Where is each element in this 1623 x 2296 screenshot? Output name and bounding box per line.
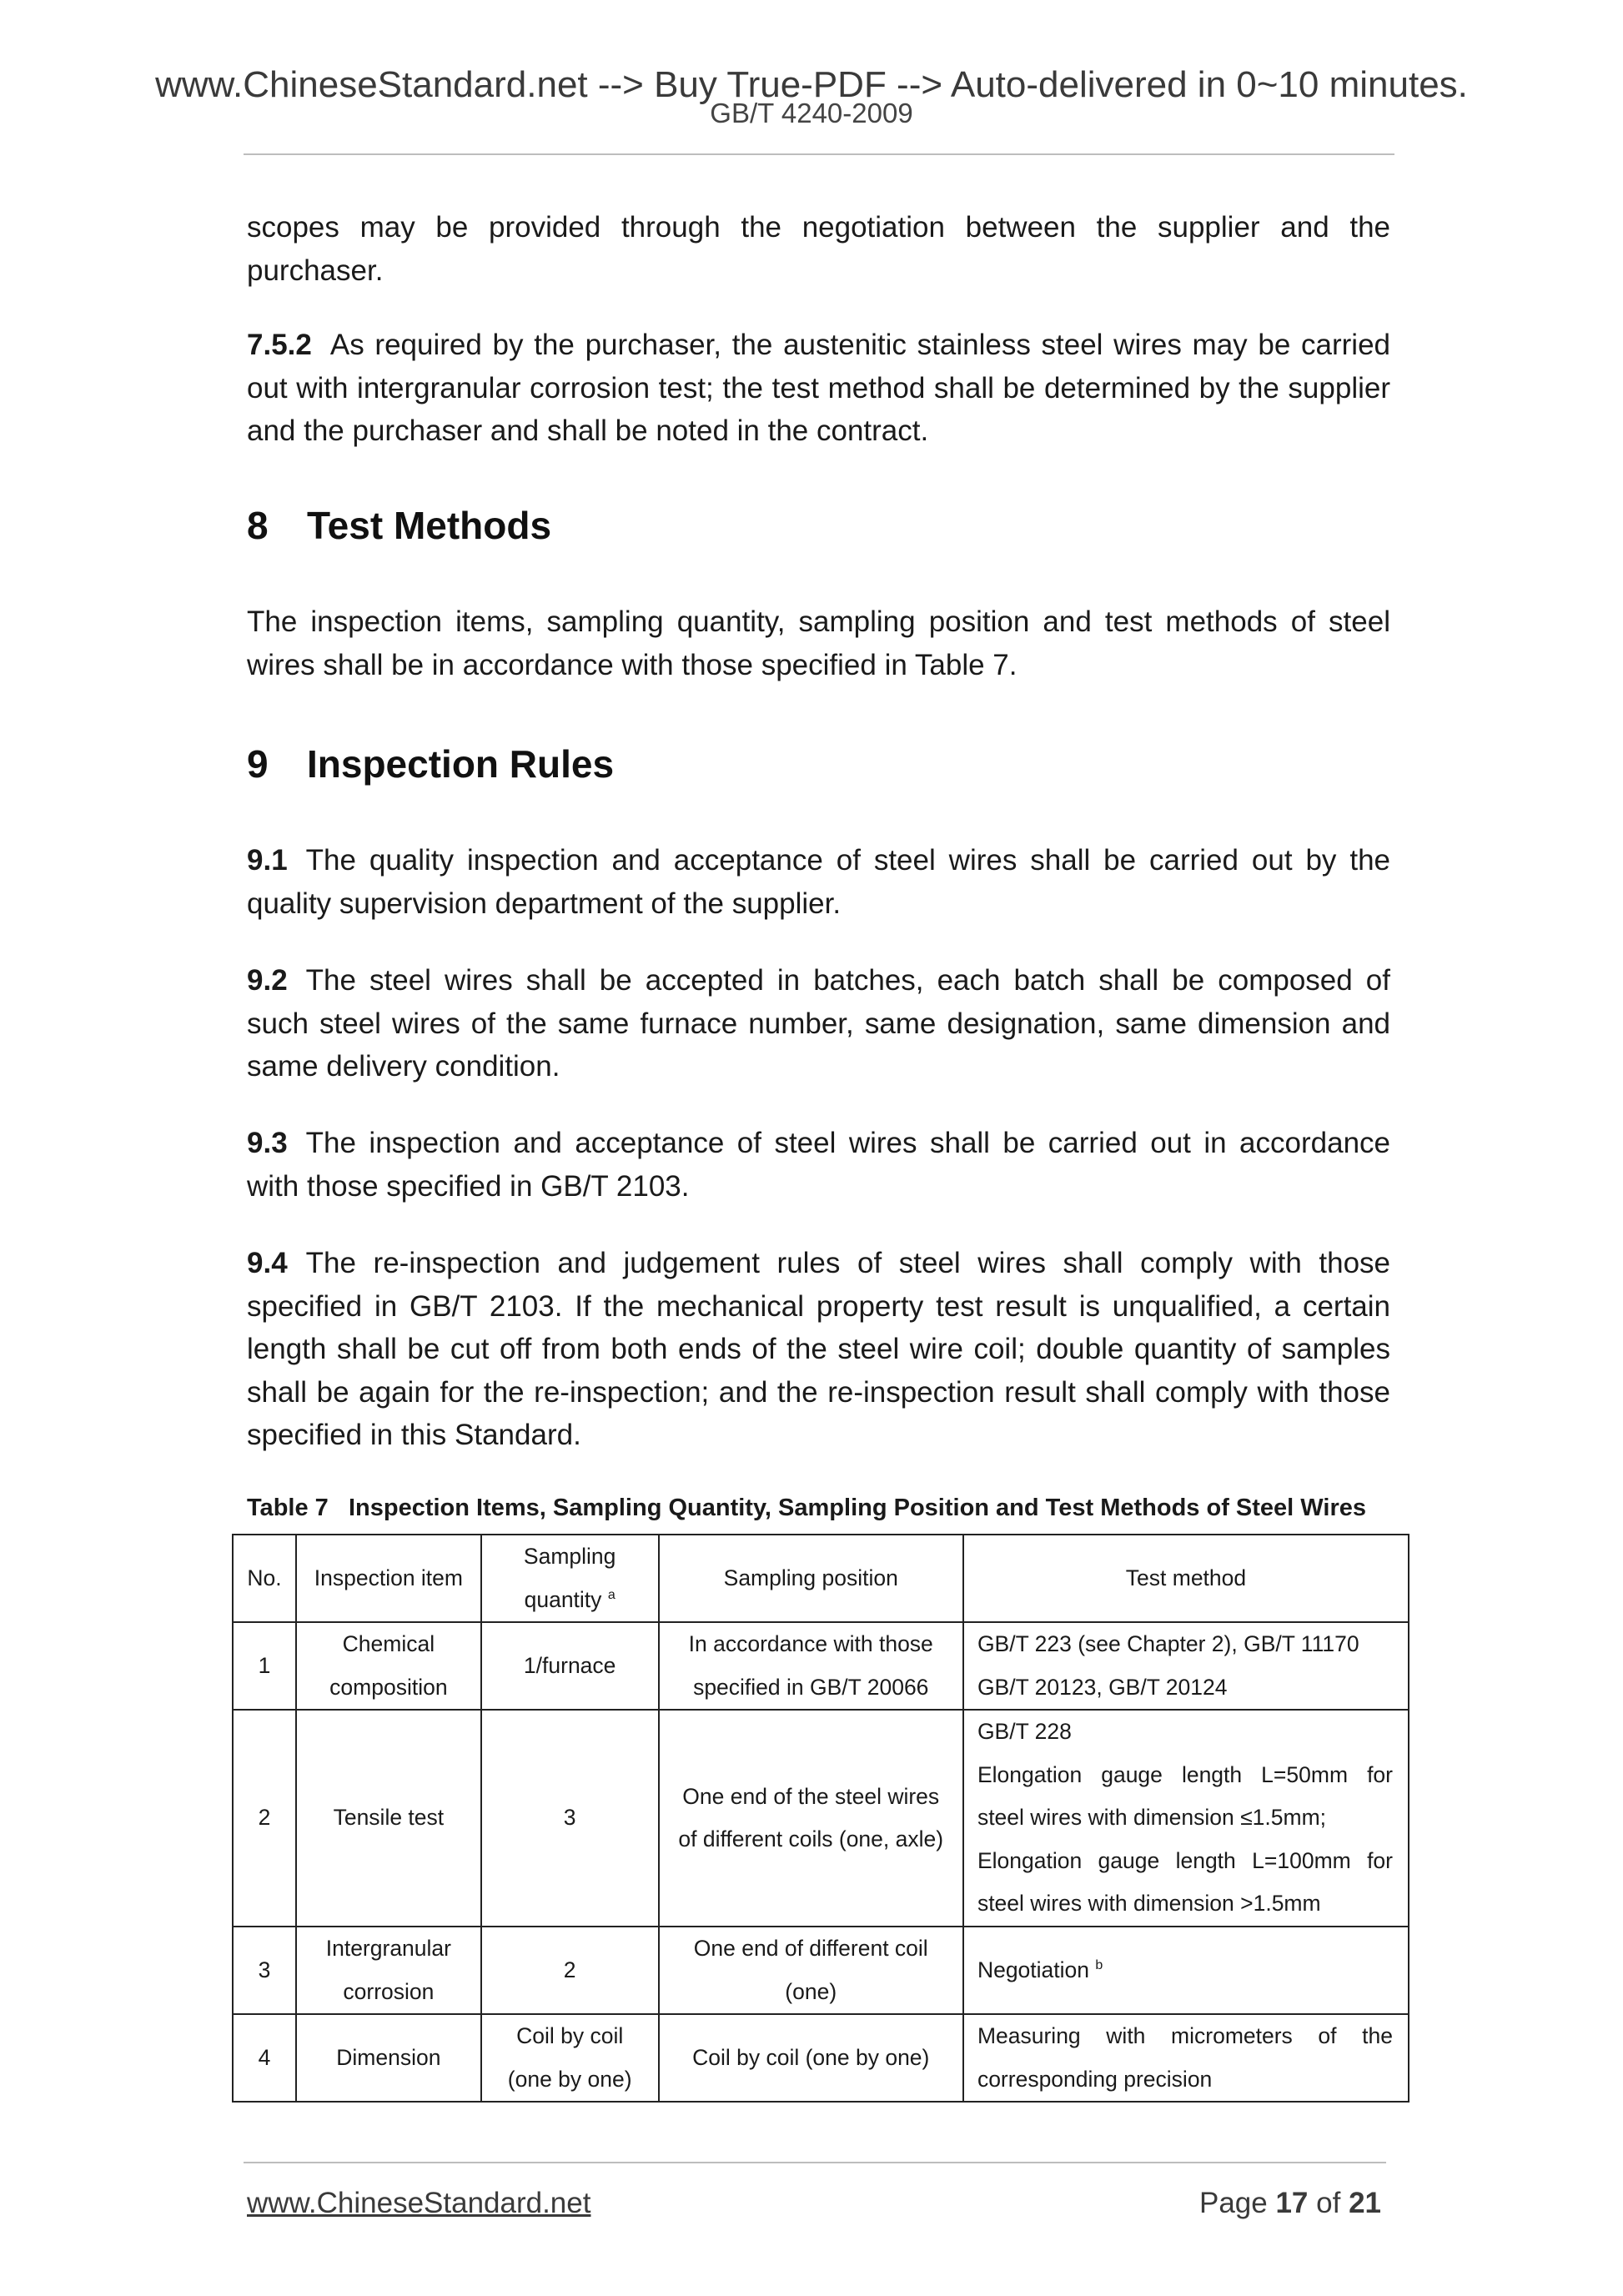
clause-text: The steel wires shall be accepted in batches, each batch shall be composed of such steel wires of the same furnace number, same designation, same dimension and same delivery condition. (247, 964, 1390, 1083)
footnote-marker-a: a (607, 1587, 616, 1602)
clause-9-1 (247, 839, 1390, 925)
table-caption-title: Inspection Items, Sampling Quantity, Sampling Position and Test Methods of Steel Wires (348, 1495, 1366, 1521)
cell-position (659, 1927, 963, 2014)
cell-method-line: Elongation gauge length L=50mm for (977, 1761, 1393, 1787)
cell-quantity (481, 2014, 659, 2102)
page-total: 21 (1349, 2187, 1381, 2219)
clause-number: 9.2 (247, 964, 288, 997)
page-label: Page (1198, 2187, 1268, 2219)
continuation-paragraph: scopes may be provided through the negotiation between the supplier and the purchaser. (247, 211, 1390, 287)
section-title: Inspection Rules (307, 742, 615, 786)
clause-text: As required by the purchaser, the austenitic stainless steel wires may be carried out with intergranular corrosion test; the test method shall be determined by the supplier and the purchaser and shall be noted in the contract. (247, 329, 1390, 447)
cell-no: 1 (233, 1622, 296, 1710)
cell-position-line: One end of the steel wires (682, 1783, 940, 1809)
clause-text: The re-inspection and judgement rules of steel wires shall comply with those specified in GB/T 2103. If the mechanical property test result is unqualified, a certain length shall be cut off from both ends of the steel wire coil; double quantity of samples shall be again for the re-inspection; and the re-inspection result shall comply with those specified in this Standard. (247, 1247, 1390, 1451)
cell-no: 3 (233, 1927, 296, 2014)
cell-position-line: of different coils (one, axle) (678, 1826, 944, 1851)
cell-no: 2 (233, 1710, 296, 1927)
footnote-marker-b: b (1095, 1957, 1103, 1972)
table-header-row (233, 1535, 1409, 1622)
cell-method-line: steel wires with dimension ≤1.5mm; (977, 1805, 1327, 1831)
header-quantity-line2 (490, 1579, 650, 1622)
footer-divider (244, 2162, 1386, 2163)
cell-position-line: (one) (785, 1978, 837, 2004)
cell-method (963, 1622, 1409, 1710)
cell-method-line: GB/T 223 (see Chapter 2), GB/T 11170 (977, 1631, 1359, 1656)
clause-7-5-2 (247, 324, 1390, 453)
clause-number: 9.1 (247, 844, 288, 877)
cell-method-line: GB/T 20123, GB/T 20124 (977, 1674, 1228, 1700)
clause-text: The inspection and acceptance of steel wires shall be carried out in accordance with those specified in GB/T 2103. (247, 1127, 1390, 1203)
cell-item: Dimension (296, 2014, 481, 2102)
site-banner[interactable]: www.ChineseStandard.net --> Buy True-PDF --> Auto-delivered in 0~10 minutes. (155, 64, 1468, 105)
cell-method-line: Measuring with micrometers of the (977, 2023, 1393, 2048)
inspection-table (232, 1534, 1409, 2103)
cell-quantity-line: Coil by coil (516, 2023, 624, 2048)
cell-quantity: 2 (481, 1927, 659, 2014)
cell-item-line: composition (329, 1674, 448, 1700)
header-sampling-position: Sampling position (659, 1535, 963, 1622)
footer-site-link[interactable]: www.ChineseStandard.net (247, 2187, 591, 2219)
cell-position (659, 1710, 963, 1927)
cell-item-line: corrosion (343, 1978, 435, 2004)
clause-number: 9.4 (247, 1247, 288, 1279)
cell-method-line: steel wires with dimension >1.5mm (977, 1891, 1321, 1917)
cell-quantity: 3 (481, 1710, 659, 1927)
table-row (233, 1927, 1409, 2014)
cell-method-line: GB/T 228 (977, 1719, 1072, 1745)
section-8-paragraph: The inspection items, sampling quantity, sampling position and test methods of steel wires shall be in accordance with those specified in Table 7. (247, 605, 1390, 681)
section-number: 8 (247, 504, 269, 547)
section-heading-9 (247, 741, 614, 787)
cell-item: Tensile test (296, 1710, 481, 1927)
cell-quantity-line: (one by one) (507, 2066, 632, 2092)
header-divider (244, 153, 1394, 155)
cell-position-line: specified in GB/T 20066 (693, 1674, 929, 1700)
page-current: 17 (1275, 2187, 1309, 2219)
clause-number: 9.3 (247, 1127, 288, 1159)
clause-9-3 (247, 1122, 1390, 1208)
cell-method-line: corresponding precision (977, 2066, 1213, 2092)
clause-number: 7.5.2 (247, 329, 312, 361)
cell-item-line: Intergranular (325, 1936, 451, 1961)
table-row (233, 1622, 1409, 1710)
standard-code: GB/T 4240-2009 (710, 98, 913, 128)
header-quantity-line1: Sampling (523, 1544, 616, 1569)
cell-quantity: 1/furnace (481, 1622, 659, 1710)
cell-position (659, 1622, 963, 1710)
header-test-method: Test method (963, 1535, 1409, 1622)
cell-item-line: Chemical (342, 1631, 435, 1656)
cell-position-line: One end of different coil (693, 1936, 928, 1961)
table-row (233, 1710, 1409, 1927)
table-caption (247, 1491, 1390, 1525)
table-row (233, 2014, 1409, 2102)
cell-position-line: In accordance with those (688, 1631, 933, 1656)
cell-item (296, 1622, 481, 1710)
section-title: Test Methods (307, 504, 552, 547)
cell-method-text: Negotiation (977, 1957, 1090, 1982)
header-no: No. (233, 1535, 296, 1622)
header-sampling-quantity (481, 1535, 659, 1622)
section-number: 9 (247, 742, 269, 786)
cell-method (963, 1927, 1409, 2014)
clause-9-2 (247, 959, 1390, 1088)
header-quantity-text: quantity (524, 1586, 602, 1612)
cell-method (963, 2014, 1409, 2102)
cell-method-line: Elongation gauge length L=100mm for (977, 1847, 1393, 1873)
cell-position: Coil by coil (one by one) (659, 2014, 963, 2102)
cell-method (963, 1710, 1409, 1927)
clause-text: The quality inspection and acceptance of steel wires shall be carried out by the quality supervision department of the supplier. (247, 844, 1390, 920)
clause-9-4 (247, 1242, 1390, 1457)
page-of: of (1316, 2187, 1341, 2219)
section-heading-8 (247, 502, 551, 549)
page-indicator (1199, 2185, 1381, 2222)
table-caption-number: Table 7 (247, 1495, 329, 1521)
cell-no: 4 (233, 2014, 296, 2102)
cell-item (296, 1927, 481, 2014)
header-inspection-item: Inspection item (296, 1535, 481, 1622)
